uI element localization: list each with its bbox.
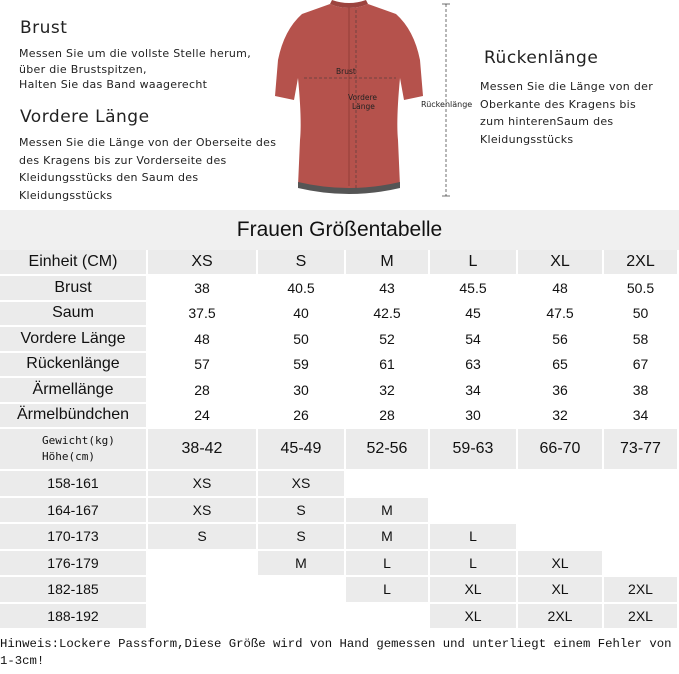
weight-range: 52-56 [346,429,428,469]
measure-value: 63 [465,356,481,373]
measure-label: Ärmellänge [0,378,146,402]
table-row [0,498,679,523]
measure-value: 43 [379,279,395,296]
recommended-size: XL [430,577,516,602]
ruecken-description [480,78,653,148]
measure-value: 28 [194,381,210,398]
height-label: Höhe(cm) [42,450,95,463]
measure-value: 28 [379,407,395,424]
recommended-size [430,498,516,523]
height-range: 176-179 [0,551,146,576]
recommended-size: 2XL [604,577,677,602]
table-row [0,302,679,326]
ruecken-line: Messen Sie die Länge von der [480,80,654,93]
recommended-size: 2XL [604,604,677,629]
recommended-size [148,604,256,629]
size-header: XS [148,250,256,274]
measure-value: 48 [552,279,568,296]
recommended-size [518,498,602,523]
weight-range: 59-63 [430,429,516,469]
table-title: Frauen Größentabelle [0,210,679,250]
recommended-size: XS [148,471,256,496]
measure-value: 59 [293,356,309,373]
vordere-title: Vordere Länge [20,107,150,127]
height-range: 158-161 [0,471,146,496]
measure-value: 65 [552,356,568,373]
vordere-description [19,134,276,204]
measure-value: 50 [632,305,649,322]
recommended-size [258,577,344,602]
table-row [0,250,679,274]
measure-value: 45.5 [459,279,487,296]
recommended-size: S [148,524,256,549]
brust-line: über die Brustspitzen, [19,62,147,76]
measure-value: 58 [632,330,649,347]
ruecken-title: Rückenlänge [484,48,599,68]
measure-value: 34 [632,407,649,424]
measure-value: 38 [194,279,210,296]
vordere-line: Kleidungsstücks den Saum des [19,171,199,184]
measure-value: 34 [465,381,481,398]
measure-value: 37.5 [188,305,216,322]
measure-value: 54 [465,330,481,347]
recommended-size [430,471,516,496]
size-header: S [258,250,344,274]
height-range: 170-173 [0,524,146,549]
measure-value: 30 [465,407,481,424]
measure-value: 42.5 [373,305,401,322]
recommended-size: M [346,498,428,523]
measure-value: 38 [632,381,649,398]
recommended-size: L [346,551,428,576]
recommended-size [148,577,256,602]
recommended-size [604,551,677,576]
measure-value: 52 [379,330,395,347]
recommended-size [346,604,428,629]
table-row [0,524,679,549]
weight-label: Gewicht(kg) [42,434,115,447]
measure-label: Vordere Länge [0,327,146,351]
vordere-line: des Kragens bis zur Vorderseite des [19,153,227,167]
measure-value: 30 [293,381,309,398]
measure-value: 57 [194,356,210,373]
measure-value: 56 [552,330,568,347]
ruecken-line: Kleidungsstücks [480,132,574,146]
table-row [0,551,679,576]
height-range: 164-167 [0,498,146,523]
recommended-size: XL [518,551,602,576]
recommended-size [604,471,677,496]
recommended-size: L [430,551,516,576]
measure-label: Ärmelbündchen [0,404,146,428]
measure-label: Saum [0,302,146,326]
measure-value: 24 [194,407,210,424]
recommended-size: M [346,524,428,549]
ruecken-line: zum hinterenSaum des [480,115,614,128]
vordere-line: Messen Sie die Länge von der Oberseite des [19,136,277,149]
table-row [0,327,679,351]
vordere-diagram-label: Vordere [348,93,377,102]
table-grid [0,250,679,632]
table-row [0,378,679,402]
fit-hint: Hinweis:Lockere Passform,Diese Größe wird von Hand gemessen und unterliegt einem Fehler von 1-3cm! [0,637,672,668]
size-header: XL [518,250,602,274]
unit-header: Einheit (CM) [0,250,146,274]
table-row [0,404,679,428]
size-header: M [346,250,428,274]
table-row [0,577,679,602]
ruecken-diagram-label: Rückenlänge [421,100,473,109]
size-table [0,210,679,632]
recommended-size: L [430,524,516,549]
measure-value: 40 [293,305,309,322]
recommended-size: XS [258,471,344,496]
measure-value: 36 [552,381,568,398]
measure-value: 40.5 [287,279,315,296]
recommended-size: S [258,524,344,549]
recommended-size: S [258,498,344,523]
size-header: L [430,250,516,274]
table-row [0,429,679,469]
measure-value: 67 [632,356,649,373]
weight-range: 73-77 [604,429,677,469]
brust-line: Halten Sie das Band waagerecht [19,78,208,91]
measure-value: 32 [552,407,568,424]
brust-description [19,46,251,93]
size-header: 2XL [604,250,677,274]
recommended-size: 2XL [518,604,602,629]
table-row [0,353,679,377]
table-row [0,276,679,300]
recommended-size [518,524,602,549]
ruecken-line: Oberkante des Kragens bis [480,97,637,111]
measure-label: Brust [0,276,146,300]
measure-value: 47.5 [546,305,574,322]
recommended-size: XL [430,604,516,629]
height-range: 182-185 [0,577,146,602]
recommended-size [518,471,602,496]
measurement-guide [0,0,679,210]
recommended-size: XS [148,498,256,523]
laenge-diagram-label: Länge [352,102,375,111]
weight-height-label [0,429,146,469]
recommended-size: L [346,577,428,602]
weight-range: 66-70 [518,429,602,469]
measure-value: 32 [379,381,395,398]
jersey-illustration [268,0,430,200]
measure-value: 45 [465,305,481,322]
height-range: 188-192 [0,604,146,629]
recommended-size: M [258,551,344,576]
measure-value: 48 [194,330,210,347]
vordere-line: Kleidungsstücks [19,188,113,202]
table-row [0,604,679,629]
measure-value: 61 [379,356,395,373]
measure-value: 50.5 [626,279,655,296]
weight-range: 45-49 [258,429,344,469]
weight-range: 38-42 [148,429,256,469]
table-row [0,471,679,496]
measure-value: 50 [293,330,309,347]
recommended-size [604,498,677,523]
recommended-size [148,551,256,576]
brust-diagram-label: Brust [336,67,356,76]
measure-value: 26 [293,407,309,424]
measure-label: Rückenlänge [0,353,146,377]
recommended-size: XL [518,577,602,602]
recommended-size [604,524,677,549]
brust-title: Brust [20,18,68,38]
recommended-size [346,471,428,496]
brust-line: Messen Sie um die vollste Stelle herum, [19,47,251,60]
recommended-size [258,604,344,629]
